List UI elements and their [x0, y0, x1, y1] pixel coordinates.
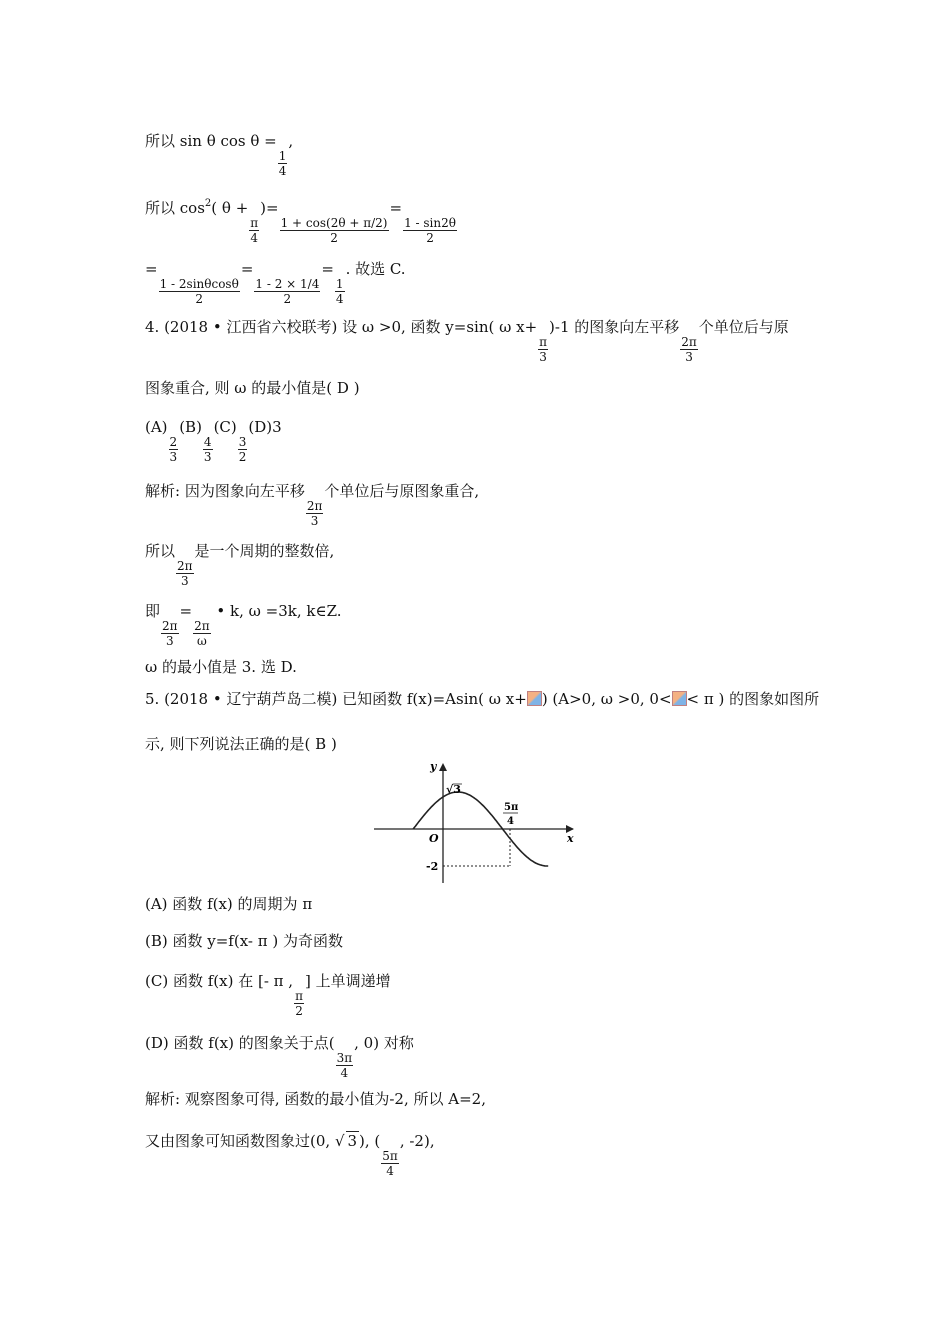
sqrt-3: 3 [347, 1132, 358, 1150]
question-5-option-d: (D) 函数 f(x) 的图象关于点( $\frac{3\pi}{4}$ , 0) 对称 [145, 1034, 414, 1080]
option-a-fraction: $\frac{2}{3}$ [169, 435, 178, 464]
option-c-pi-over-2: $\frac{\pi}{2}$ [295, 989, 303, 1018]
question-5-option-b: (B) 函数 y=f(x- π ) 为奇函数 [145, 932, 343, 950]
question-4-solution-1: 解析: 因为图象向左平移 $\frac{2\pi}{3}$ 个单位后与原图象重合, [145, 482, 480, 528]
fraction-pi-over-3: $\frac{\pi}{3}$ [539, 335, 548, 364]
question-5-solution-1: 解析: 观察图象可得, 函数的最小值为-2, 所以 A=2, [145, 1090, 486, 1108]
question-4-options: (A) $\frac{2}{3}$ (B) $\frac{4}{3}$ (C) $\frac{3}{2}$ (D)3 [145, 418, 282, 464]
question-4-solution-2: 所以 $\frac{2\pi}{3}$ 是一个周期的整数倍, [145, 542, 335, 588]
fraction-one-minus: $\frac{1 - 2 \times 1/4}{2}$ [255, 277, 320, 306]
fraction-result: $\frac{1}{4}$ [335, 277, 344, 306]
broken-image-icon [527, 691, 542, 706]
fraction-period: $\frac{2\pi}{\omega}$ [194, 619, 210, 648]
question-4-solution-3: 即 $\frac{2\pi}{3}$ = $\frac{2\pi}{\omega}$ • k, ω =3k, k∈Z. [145, 602, 342, 648]
x-axis-label: x [567, 832, 574, 845]
question-5-option-c: (C) 函数 f(x) 在 [- π , $\frac{\pi}{2}$ ] 上单调递增 [145, 972, 391, 1018]
solution-line-final-answer: = $\frac{1 - 2\sin\theta\cos\theta}{2}$ = $\frac{1 - 2 \times 1/4}{2}$ = $\frac{1}{4}$ . 故选 C. [145, 260, 406, 306]
question-5-stem: 5. (2018 • 辽宁葫芦岛二模) 已知函数 f(x)=Asin( ω x+ ) (A>0, ω >0, 0< < π ) 的图象如图所 [145, 690, 820, 708]
question-5-stem-line2: 示, 则下列说法正确的是( B ) [145, 735, 337, 753]
broken-image-icon [672, 691, 687, 706]
sqrt3-label: √3 [446, 783, 461, 796]
fraction-5pi-over-4: $\frac{5\pi}{4}$ [382, 1149, 398, 1178]
question-5-option-a: (A) 函数 f(x) 的周期为 π [145, 895, 313, 913]
solution-line-sin-cos: 所以 sin θ cos θ = $\frac{1}{4}$ , [145, 132, 294, 178]
question-5-solution-2: 又由图象可知函数图象过(0, √ 3 ), ( $\frac{5\pi}{4}$ , -2), [145, 1132, 435, 1178]
fraction-pi-over-4: $\frac{\pi}{4}$ [250, 216, 259, 245]
fraction-sincos: $\frac{1 - 2\sin\theta\cos\theta}{2}$ [159, 277, 239, 306]
question-4-stem: 4. (2018 • 江西省六校联考) 设 ω >0, 函数 y=sin( ω x+ $\frac{\pi}{3}$ )-1 的图象向左平移 $\frac{2\pi}{3}$ 个单位后与原 [145, 318, 789, 364]
y-axis-arrow [439, 763, 447, 771]
fraction-2pi-over-3: $\frac{2\pi}{3}$ [681, 335, 697, 364]
option-b-fraction: $\frac{4}{3}$ [203, 435, 212, 464]
question-4-solution-4: ω 的最小值是 3. 选 D. [145, 658, 297, 676]
y-axis-label: y [430, 760, 437, 773]
fraction-shift-2: $\frac{2\pi}{3}$ [177, 559, 193, 588]
fraction-sin-expression: $\frac{1 - \sin 2\theta}{2}$ [404, 216, 456, 245]
solution-line-cos-squared: 所以 $\cos^2$( θ + $\frac{\pi}{4}$ )= $\frac{1 + \cos(2\theta + \pi/2)}{2}$ = $\frac{1 - \sin 2\theta}{2}$ [145, 198, 456, 245]
min-value-label: -2 [426, 860, 439, 873]
fraction-shift: $\frac{2\pi}{3}$ [306, 499, 323, 528]
option-d-3pi-over-4: $\frac{3\pi}{4}$ [336, 1051, 353, 1080]
option-c-fraction: $\frac{3}{2}$ [238, 435, 247, 464]
origin-label: O [429, 832, 439, 845]
question-4-stem-line2: 图象重合, 则 ω 的最小值是( D ) [145, 379, 360, 397]
peak-denominator: 4 [507, 816, 514, 827]
fraction-shift-3: $\frac{2\pi}{3}$ [162, 619, 178, 648]
sine-graph [370, 760, 580, 885]
peak-numerator: 5π [504, 802, 519, 813]
fraction-cos-expression: $\frac{1 + \cos(2\theta + \pi/2)}{2}$ [280, 216, 388, 245]
fraction-one-fourth: $\frac{1}{4}$ [278, 149, 287, 178]
